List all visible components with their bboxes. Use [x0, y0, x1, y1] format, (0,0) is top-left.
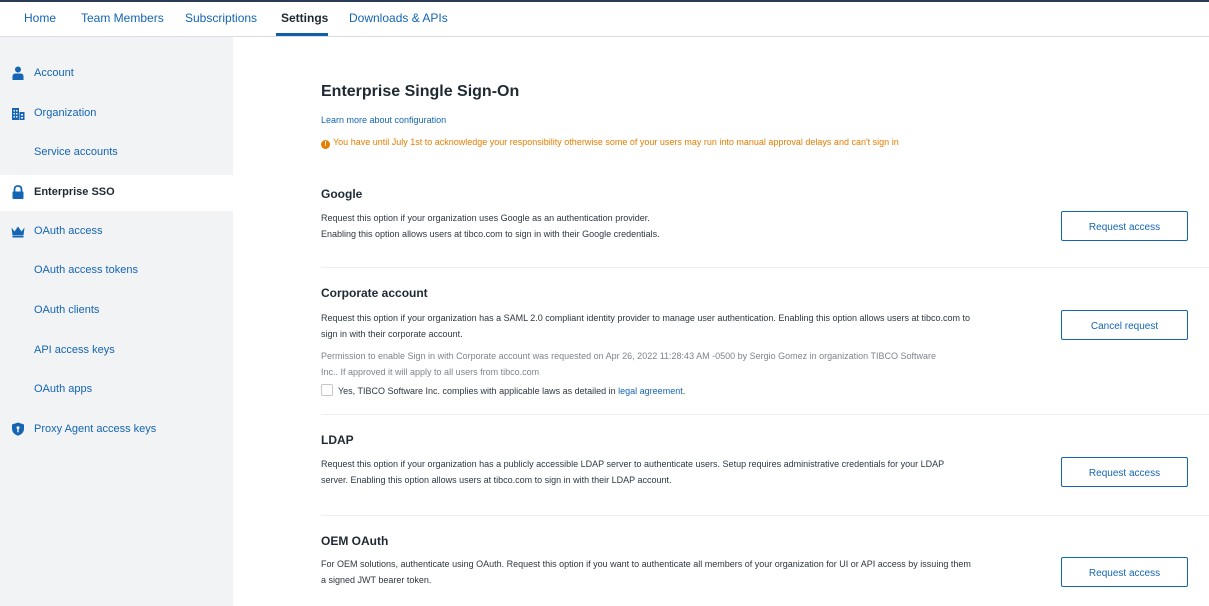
divider	[321, 414, 1209, 415]
sidebar-item-service-accounts[interactable]	[0, 135, 233, 171]
ldap-description: Request this option if your organization has a publicly accessible LDAP server to authenticate users. Setup requires administrative credentials for your LDAP server. Enabling this option allows users at tibco.com to sign in with their LDAP account.	[321, 459, 944, 485]
corporate-title: Corporate account	[321, 286, 428, 300]
nav-subscriptions[interactable]: Subscriptions	[185, 11, 258, 25]
sidebar-item-oauth-apps[interactable]	[0, 372, 233, 408]
page-title: Enterprise Single Sign-On	[321, 83, 520, 100]
sidebar-item-label: Service accounts	[34, 146, 118, 158]
legal-agreement-link[interactable]: legal agreement	[618, 386, 683, 396]
sidebar-item-label: OAuth clients	[34, 304, 100, 316]
nav-settings[interactable]: Settings	[281, 11, 329, 25]
sidebar-item-enterprise-sso[interactable]	[0, 175, 233, 211]
sidebar-item-label: Account	[34, 67, 74, 79]
warning-message	[321, 137, 899, 149]
nav-home[interactable]: Home	[24, 11, 57, 25]
shield-icon	[11, 422, 25, 436]
main-content	[233, 37, 1209, 606]
sidebar-item-oauth-clients[interactable]	[0, 293, 233, 329]
sidebar-item-api-access-keys[interactable]	[0, 333, 233, 369]
divider	[321, 267, 1209, 268]
sidebar-item-label: OAuth access tokens	[34, 264, 138, 276]
lock-icon	[11, 185, 25, 199]
sidebar-item-oauth-access-tokens[interactable]	[0, 253, 233, 289]
sidebar	[0, 37, 233, 606]
person-icon	[11, 66, 25, 80]
building-icon	[11, 106, 25, 120]
nav-downloads-apis[interactable]: Downloads & APIs	[349, 11, 448, 25]
oem-oauth-title: OEM OAuth	[321, 534, 389, 548]
nav-team-members[interactable]: Team Members	[81, 11, 164, 25]
legal-acknowledge-row	[321, 384, 685, 396]
legal-acknowledge-text: Yes, TIBCO Software Inc. complies with applicable laws as detailed in	[338, 386, 616, 396]
warning-icon: !	[321, 140, 330, 149]
corporate-request-note: Permission to enable Sign in with Corporate account was requested on Apr 26, 2022 11:28:43 AM -0500 by Sergio Gomez in organization TIBCO Software Inc.. If approved it will apply to all users from tibco.com	[321, 351, 937, 377]
learn-more-link[interactable]: Learn more about configuration	[321, 115, 447, 125]
sidebar-item-label: API access keys	[34, 344, 115, 356]
sidebar-item-label: Enterprise SSO	[34, 186, 115, 198]
google-desc-line2: Enabling this option allows users at tibco.com to sign in with their Google credentials.	[321, 229, 660, 239]
oem-oauth-request-access-button[interactable]: Request access	[1061, 557, 1188, 587]
sidebar-item-label: OAuth apps	[34, 383, 93, 395]
ldap-title: LDAP	[321, 433, 354, 447]
google-desc-line1: Request this option if your organization uses Google as an authentication provider.	[321, 213, 650, 223]
corporate-description: Request this option if your organization has a SAML 2.0 compliant identity provider to manage user authentication. Enabling this option allows users at tibco.com to sign in with their corporate account.	[321, 313, 971, 339]
nav-active-indicator	[276, 33, 328, 36]
sidebar-item-proxy-agent-access-keys[interactable]	[0, 412, 233, 448]
google-title: Google	[321, 187, 363, 201]
sidebar-item-label: Organization	[34, 107, 97, 119]
divider	[321, 515, 1209, 516]
sidebar-item-label: OAuth access	[34, 225, 103, 237]
google-request-access-button[interactable]: Request access	[1061, 211, 1188, 241]
ldap-request-access-button[interactable]: Request access	[1061, 457, 1188, 487]
warning-text: You have until July 1st to acknowledge your responsibility otherwise some of your users may run into manual approval delays and can't sign in	[333, 137, 899, 147]
google-description	[321, 210, 971, 242]
sidebar-item-organization[interactable]	[0, 96, 233, 132]
crown-icon	[11, 224, 25, 238]
sidebar-item-account[interactable]	[0, 56, 233, 92]
legal-acknowledge-checkbox[interactable]	[321, 384, 333, 396]
corporate-cancel-request-button[interactable]: Cancel request	[1061, 310, 1188, 340]
legal-acknowledge-end: .	[682, 386, 686, 396]
oem-oauth-description: For OEM solutions, authenticate using OAuth. Request this option if you want to authenticate all members of your organization for UI or API access by issuing them a signed JWT bearer token.	[321, 559, 971, 585]
sidebar-item-oauth-access[interactable]	[0, 214, 233, 250]
top-navigation	[0, 2, 1209, 37]
sidebar-item-label: Proxy Agent access keys	[34, 423, 157, 435]
